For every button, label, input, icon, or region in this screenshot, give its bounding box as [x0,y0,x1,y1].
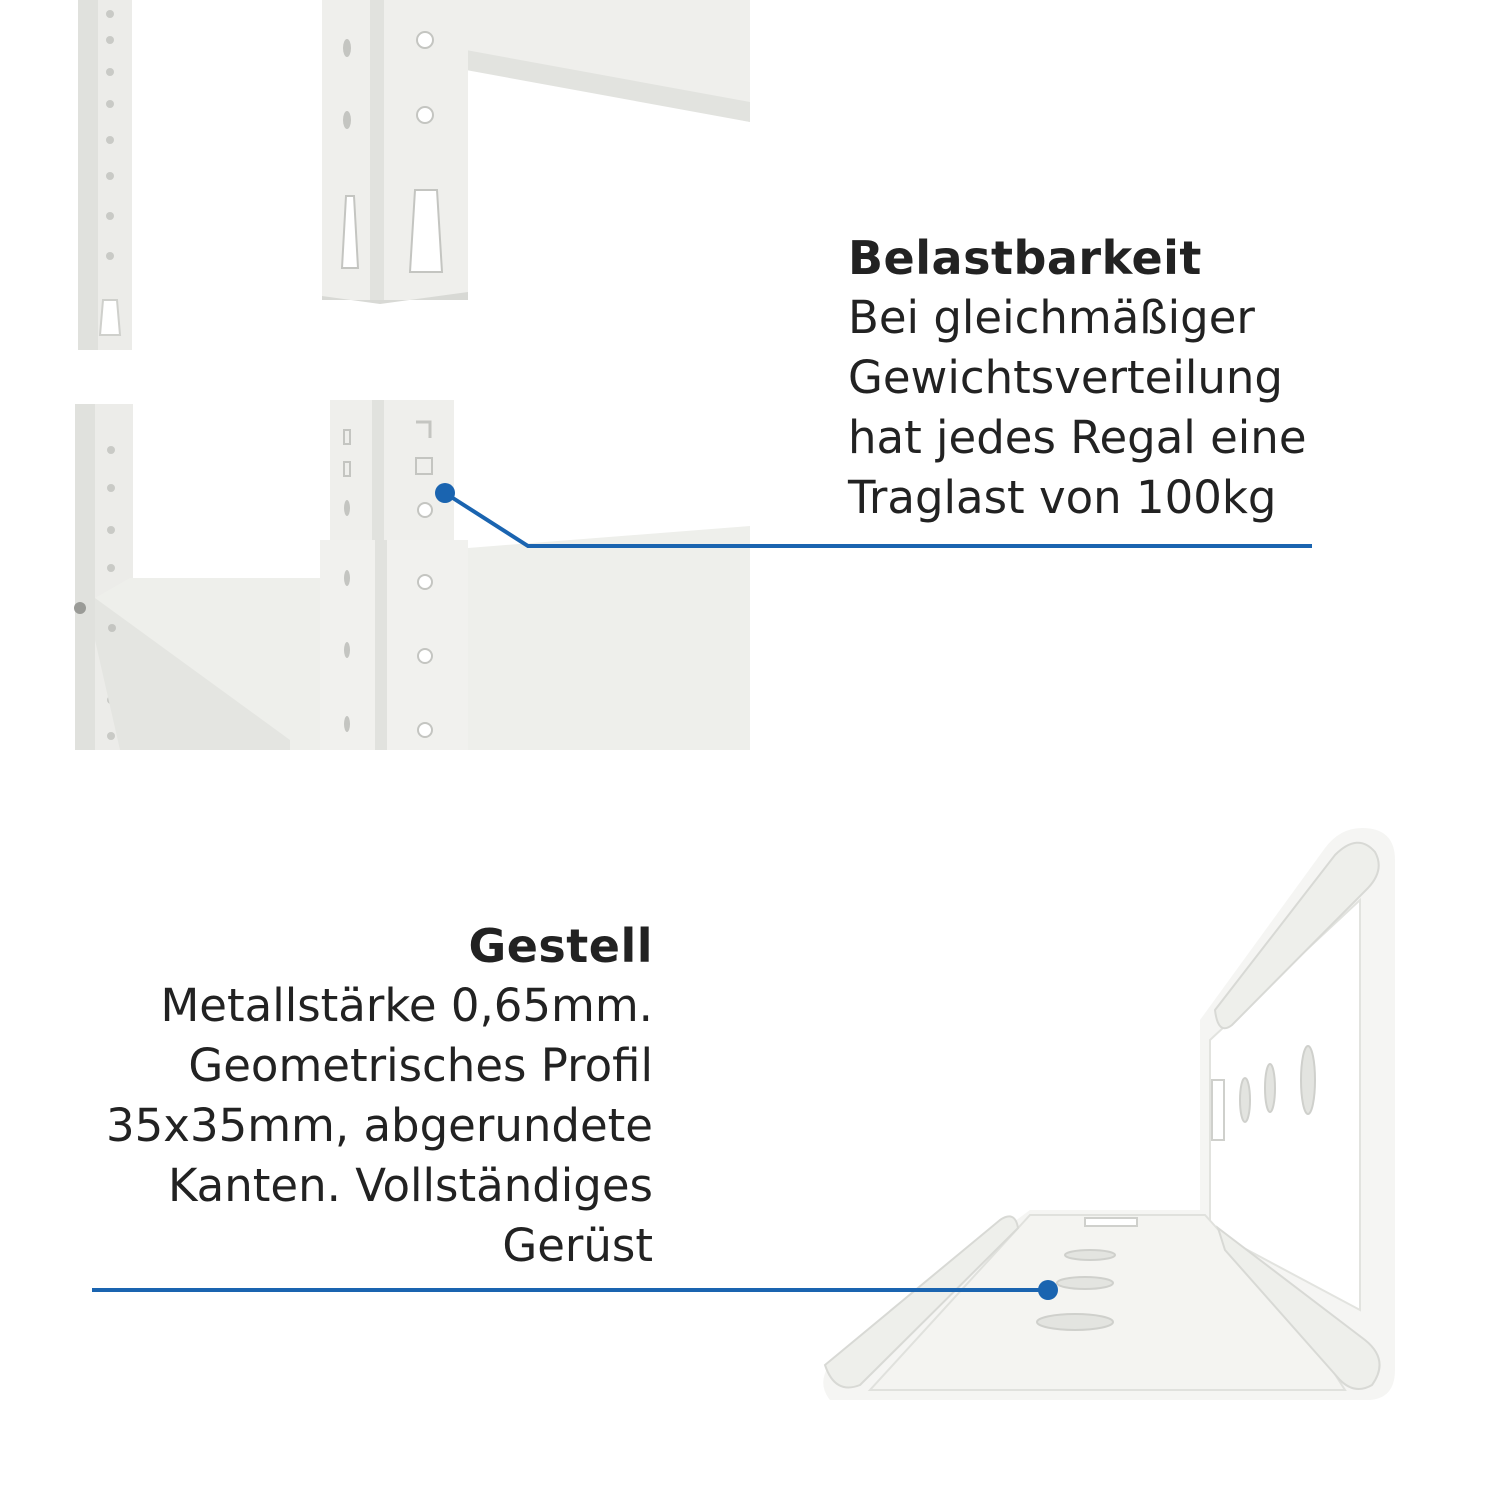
profile-cross-section [820,828,1395,1400]
shelf-photo [74,0,750,750]
center-upright-lower [320,400,468,750]
feature-load-title: Belastbarkeit [848,231,1202,285]
left-upright-upper [78,0,132,350]
feature-load-line: Gewichtsverteilung [848,351,1283,404]
feature-frame-line: Kanten. Vollständiges [167,1159,653,1212]
feature-frame-line: Gerüst [502,1219,653,1272]
feature-load-line: hat jedes Regal eine [848,411,1307,464]
feature-load-line: Traglast von 100kg [848,471,1277,524]
feature-frame [106,916,653,1276]
feature-load-capacity [848,228,1307,528]
feature-load-line: Bei gleichmäßiger [848,291,1255,344]
feature-frame-title: Gestell [468,919,653,973]
center-upright-upper [322,0,468,304]
callout-load-dot [435,483,455,503]
feature-frame-line: Geometrisches Profil [188,1039,653,1092]
feature-frame-line: Metallstärke 0,65mm. [160,979,653,1032]
callout-frame-dot [1038,1280,1058,1300]
feature-frame-line: 35x35mm, abgerundete [106,1099,653,1152]
